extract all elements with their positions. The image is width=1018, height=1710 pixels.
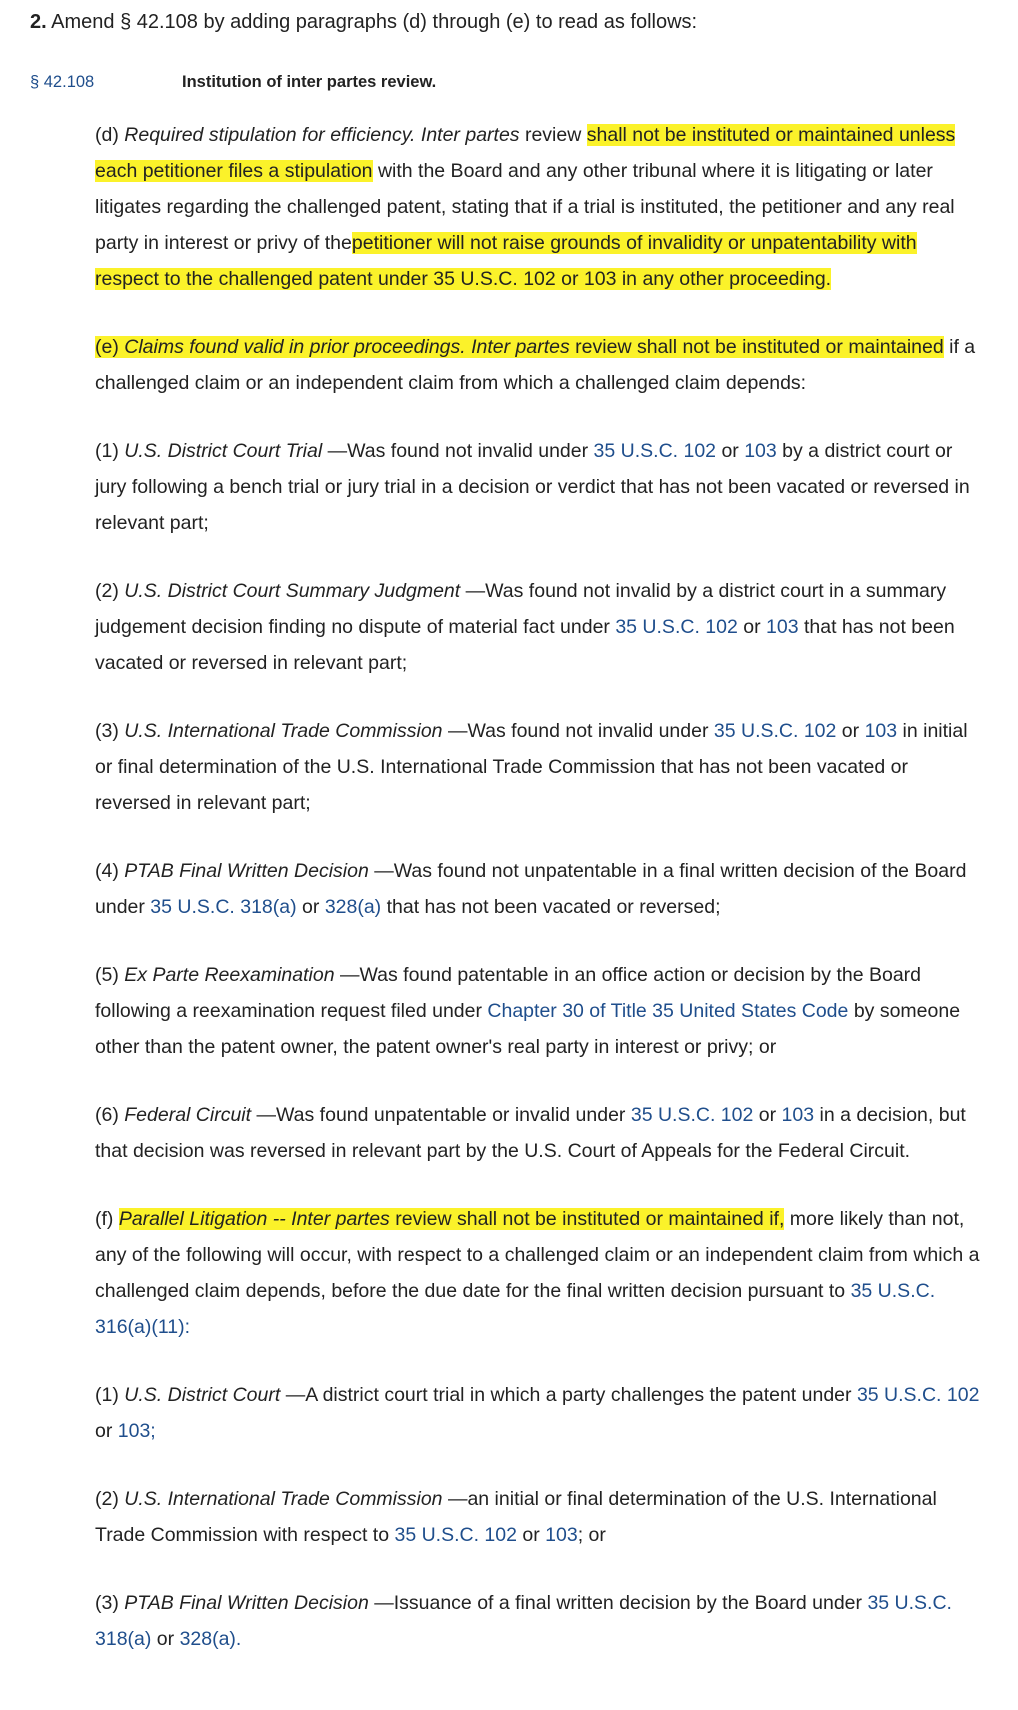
item-number: (4) [95, 860, 119, 882]
citation-link[interactable]: 35 U.S.C. 102 [630, 1104, 754, 1126]
paragraph-d [95, 117, 985, 297]
citation-link[interactable]: 35 U.S.C. 102 [593, 440, 717, 462]
citation-link[interactable]: 35 U.S.C. 102 [394, 1524, 517, 1546]
text: or [721, 440, 739, 462]
citation-link[interactable]: 35 U.S.C. 102 [713, 720, 837, 742]
paragraph-heading: Parallel Litigation -- [118, 1208, 286, 1230]
text: —A district court trial in which a party challenges the patent under [285, 1384, 852, 1406]
list-item [95, 957, 985, 1065]
citation-link[interactable]: 328(a) [324, 896, 382, 918]
amendment-text: Amend § 42.108 by adding paragraphs (d) through (e) to read as follows: [51, 11, 698, 33]
paragraph-f [95, 1201, 985, 1345]
paragraph-label: (d) [95, 124, 119, 146]
text: if a challenged claim or an independent claim from which a challenged claim depends: [95, 336, 976, 394]
citation-link[interactable]: 103 [744, 440, 777, 462]
text: or [758, 1104, 777, 1126]
regulation-body [95, 117, 985, 1689]
item-number: (3) [95, 720, 119, 742]
highlighted-text [119, 1208, 785, 1230]
paragraph-label: (e) [95, 336, 119, 358]
text: —Was found not invalid under [327, 440, 589, 462]
item-heading: PTAB Final Written Decision [124, 860, 369, 882]
paragraph-heading: Claims found valid in prior proceedings. [124, 336, 466, 358]
list-item [95, 573, 985, 681]
list-item [95, 853, 985, 925]
text: or [522, 1524, 540, 1546]
term-inter-partes: Inter partes [471, 336, 570, 358]
list-item [95, 1097, 985, 1169]
text: by a district court or jury following a bench trial or jury trial in a decision or verdict that has not been vacated or reversed in relevant part; [95, 440, 970, 534]
item-number: (1) [95, 440, 119, 462]
citation-link[interactable]: 103 [545, 1524, 578, 1546]
citation-link[interactable]: 328(a). [179, 1628, 242, 1650]
citation-link[interactable]: 35 U.S.C. 316(a)(11): [95, 1280, 936, 1338]
text: or [156, 1628, 175, 1650]
text: that has not been vacated or reversed; [386, 896, 721, 918]
citation-link[interactable]: 35 U.S.C. 318(a) [95, 1592, 952, 1650]
item-heading: U.S. District Court Trial [124, 440, 323, 462]
text: review [524, 124, 582, 146]
citation-link[interactable]: 103 [864, 720, 898, 742]
list-item [95, 1377, 985, 1449]
highlighted-text [95, 336, 944, 358]
citation-link[interactable]: 103 [766, 616, 799, 638]
highlighted-rest: review shall not be instituted or maintained if, [395, 1208, 785, 1230]
citation-link[interactable]: 35 U.S.C. 318(a) [150, 896, 297, 918]
item-heading: Federal Circuit [124, 1104, 252, 1126]
text: —Was found not invalid by a district court in a summary judgement decision finding no dispute of material fact under [95, 580, 947, 638]
section-number-link[interactable]: § 42.108 [30, 73, 95, 91]
item-number: (2) [95, 1488, 119, 1510]
item-heading: U.S. International Trade Commission [124, 720, 443, 742]
item-number: (1) [95, 1384, 119, 1406]
text: in initial or final determination of the U.S. International Trade Commission that has not been vacated or reversed in relevant part; [95, 720, 968, 814]
citation-link[interactable]: Chapter 30 of Title 35 United States Code [487, 1000, 849, 1022]
text: in a decision, but that decision was reversed in relevant part by the U.S. Court of Appeals for the Federal Circuit. [95, 1104, 966, 1162]
text: with the Board and any other tribunal where it is litigating or later litigates regarding the challenged patent, stating that if a trial is instituted, the petitioner and any real party in interest or privy of the [95, 160, 955, 254]
text: or [841, 720, 860, 742]
text: ; or [577, 1524, 606, 1546]
term-inter-partes: Inter partes [291, 1208, 390, 1230]
item-heading: PTAB Final Written Decision [124, 1592, 369, 1614]
list-item [95, 1585, 985, 1657]
text: or [743, 616, 761, 638]
citation-link[interactable]: 103 [781, 1104, 815, 1126]
text: or [95, 1420, 113, 1442]
text: or [302, 896, 320, 918]
highlighted-text: petitioner will not raise grounds of invalidity or unpatentability with respect to the challenged patent under 35 U.S.C. 102 or 103 in any other proceeding. [95, 232, 917, 290]
text: —Was found not unpatentable in a final written decision of the Board under [95, 860, 967, 918]
item-heading: U.S. District Court Summary Judgment [124, 580, 461, 602]
paragraph-heading: Required stipulation for efficiency. [124, 124, 416, 146]
amendment-instruction [30, 8, 697, 36]
list-item [95, 433, 985, 541]
text: more likely than not, any of the following will occur, with respect to a challenged claim or an independent claim from which a challenged claim depends, before the due date for the final written decision pursuant to [95, 1208, 980, 1302]
citation-link[interactable]: 103; [117, 1420, 156, 1442]
term-inter-partes: Inter partes [420, 124, 520, 146]
paragraph-e [95, 329, 985, 401]
item-number: (5) [95, 964, 119, 986]
section-header [30, 70, 436, 94]
list-item [95, 713, 985, 821]
item-heading: U.S. District Court [124, 1384, 281, 1406]
item-number: (3) [95, 1592, 119, 1614]
item-number: (6) [95, 1104, 119, 1126]
paragraph-label: (f) [95, 1208, 114, 1230]
item-heading: Ex Parte Reexamination [124, 964, 335, 986]
highlighted-rest: review shall not be instituted or maintained [575, 336, 944, 358]
item-number: (2) [95, 580, 119, 602]
amendment-number: 2. [30, 11, 47, 33]
text: by someone other than the patent owner, the patent owner's real party in interest or privy; or [95, 1000, 961, 1058]
citation-link[interactable]: 35 U.S.C. 102 [856, 1384, 980, 1406]
item-heading: U.S. International Trade Commission [124, 1488, 443, 1510]
section-title: Institution of inter partes review. [182, 73, 437, 91]
text: that has not been vacated or reversed in relevant part; [95, 616, 955, 674]
citation-link[interactable]: 35 U.S.C. 102 [615, 616, 738, 638]
text: —an initial or final determination of the U.S. International Trade Commission with respect to [95, 1488, 937, 1546]
text: —Issuance of a final written decision by the Board under [374, 1592, 863, 1614]
text: —Was found patentable in an office action or decision by the Board following a reexamination request filed under [95, 964, 921, 1022]
text: —Was found unpatentable or invalid under [256, 1104, 626, 1126]
text: —Was found not invalid under [447, 720, 709, 742]
highlighted-text: shall not be instituted or maintained unless each petitioner files a stipulation [95, 124, 956, 182]
list-item [95, 1481, 985, 1553]
